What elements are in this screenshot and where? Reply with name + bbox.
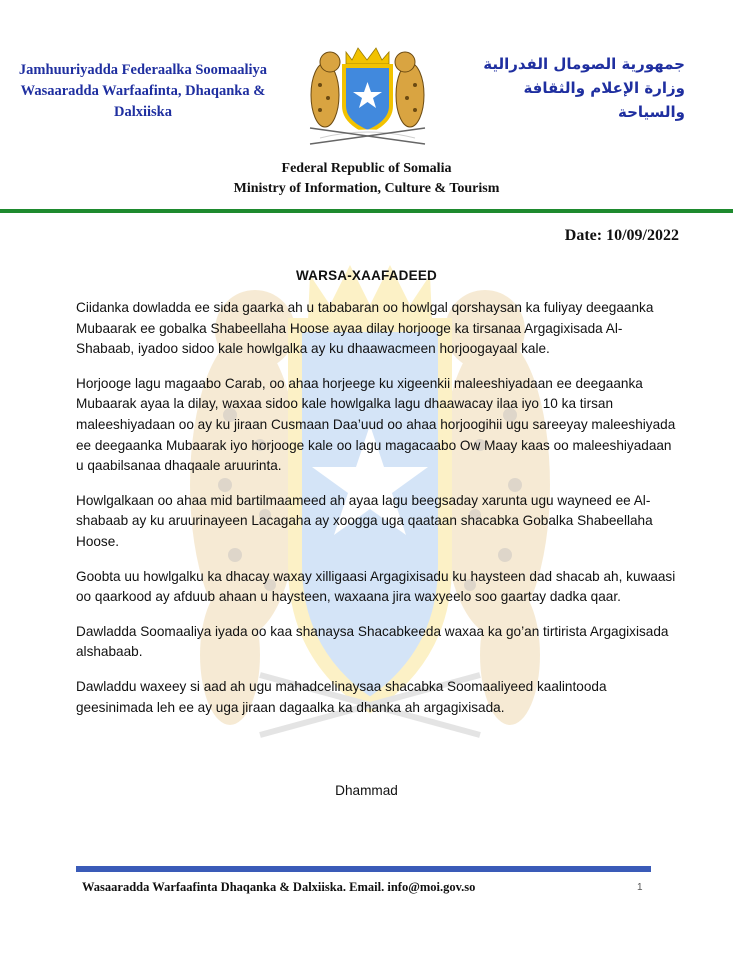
- page-number: 1: [637, 882, 643, 893]
- somalia-coat-of-arms-icon: [300, 40, 435, 146]
- header-left-line: Jamhuuriyadda Federaalka Soomaaliya: [18, 62, 268, 78]
- header-left-line: Dalxiiska: [113, 104, 172, 120]
- body-paragraph: Dawladdu waxeey si aad ah ugu mahadcelinaysaa shacabka Soomaaliyeed kaalintooda geesinimada leh ee ay uga jiraan dagaalka ka dhanka ah argagixisada.: [76, 678, 607, 715]
- header-right-line: وزارة الإعلام والثقافة والسياحة: [523, 79, 685, 121]
- body-paragraph: Howlgalkaan oo ahaa mid bartilmaameed ah ayaa lagu beegsaday xarunta ugu wayneed ee Al-shabaab ay ku aruurinayeen Lacagaha ay xoogga uga qaataan shacabka Gobalka Shabeellaha Hoose.: [76, 492, 653, 549]
- document-date: Date: 10/09/2022: [564, 227, 679, 244]
- header-center-line: Ministry of Information, Culture & Tourism: [233, 181, 500, 196]
- document-title: WARSA-XAAFADEED: [295, 268, 437, 283]
- header-english-name: [0, 159, 733, 199]
- footer-contact: Wasaaradda Warfaafinta Dhaqanka & Dalxiiska. Email. info@moi.gov.so: [82, 880, 476, 894]
- document-signoff: Dhammad: [335, 783, 398, 798]
- header-divider: [0, 209, 733, 213]
- header-arabic-name: [455, 52, 685, 124]
- footer-divider: [76, 866, 651, 872]
- header-center-line: Federal Republic of Somalia: [281, 161, 452, 176]
- body-paragraph: Horjooge lagu magaabo Carab, oo ahaa horjeege ku xigeenkii maleeshiyadaan ee deegaanka Mubaarak ayaa la dilay, waxaa sidoo kale howlgalka lagu dhaawacay ilaa iyo 10 ka tirsan maleeshiyadaan oo ay ku jiraan Cusmaan Daa’uud oo ahaa horjoogihii ugu sareeyay maleeshiyada ee deegaanka Mubaarak iyo horjooge kale oo lagu magacaabo Ow Maay kaas oo maleeshiyadaan u qaabilsanaa dhaqaale aruurinta.: [76, 375, 676, 474]
- header-left-line: Wasaaradda Warfaafinta, Dhaqanka &: [20, 83, 266, 99]
- body-paragraph: Ciidanka dowladda ee sida gaarka ah u tababaran oo howlgal qorshaysan ka fuliyay deegaanka Mubaarak ee gobalka Shabeellaha Hoose ayaa dilay horjooge ka tirsanaa Argagixisada Al-Shabaab, iyadoo sidoo kale howlgalka ay ku dhaawacmeen horjoogayaal kale.: [76, 300, 654, 357]
- header-somali-name: [12, 60, 274, 123]
- document-body: [76, 298, 676, 732]
- body-paragraph: Dawladda Soomaaliya iyada oo kaa shanaysa Shacabkeeda waxaa ka go’an tirtirista Argagixisada alshabaab.: [76, 623, 669, 660]
- header-right-line: جمهورية الصومال الفدرالية: [483, 55, 685, 73]
- body-paragraph: Goobta uu howlgalku ka dhacay waxay xilligaasi Argagixisadu ku haysteen dad shacab ah, kuwaasi oo qaarkood ay afduub ahaan u haysteen, waxaana jira waxyeelo soo gaartay dadka qaar.: [76, 568, 676, 605]
